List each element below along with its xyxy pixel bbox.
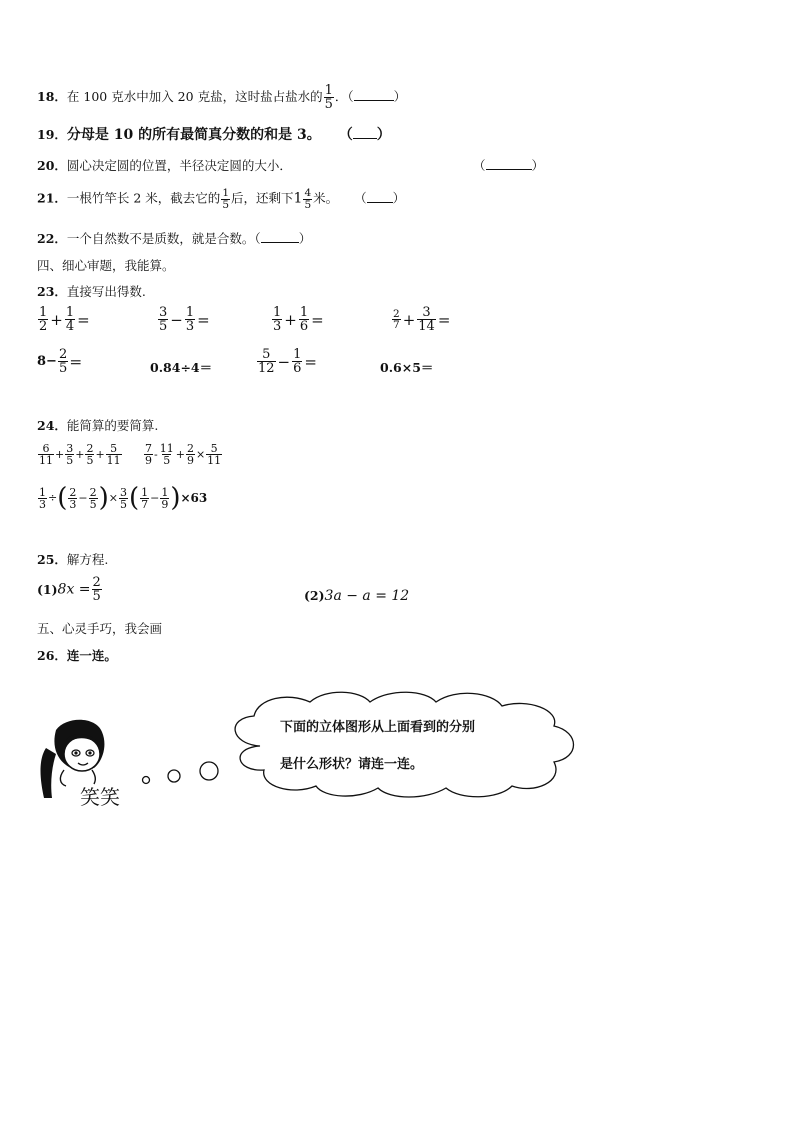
question-21: 21．一根竹竿长 2 米，截去它的 $\frac{1}{5}$ 后，还剩下1 $\frac{4}{5}$ 米。 （ ） <box>37 187 406 211</box>
thought-bubble-dots <box>140 760 220 790</box>
section-5-heading: 五、心灵手巧，我会画 <box>37 621 163 636</box>
question-22: 22．一个自然数不是质数，就是合数。（ ） <box>37 231 312 246</box>
question-26-title: 26．连一连。 <box>37 648 117 663</box>
question-20-answer: （ ） <box>473 158 545 173</box>
simplify-expression: $\frac{7}{9}$ - $\frac{11}{5}$ + $\frac{2}{9}$ × $\frac{5}{11}$ <box>145 442 222 467</box>
calc-item: 0.84÷4＝ <box>150 360 213 375</box>
calc-item: 0.6×5＝ <box>380 360 434 375</box>
cloud-text-line-2: 是什么形状？请连一连。 <box>280 757 424 772</box>
question-24-title: 24．能简算的要简算. <box>37 418 159 433</box>
calc-item: $\frac{3}{5}$ − $\frac{1}{3}$ = <box>159 305 210 334</box>
question-19: 19．分母是 10 的所有最简真分数的和是 3。 （ ） <box>37 127 391 143</box>
question-25-title: 25．解方程. <box>37 552 109 567</box>
equation-1: (1)8x = $\frac{2}{5}$ <box>37 575 101 604</box>
simplify-expression: $\frac{1}{3}$ ÷( $\frac{2}{3}$ − $\frac{2}{5}$ )× $\frac{3}{5}$ ( $\frac{1}{7}$ − $\frac{1}{9}$ )×63 <box>39 483 208 513</box>
answer-blank[interactable] <box>261 232 299 243</box>
equation-2: (2)3a − a = 12 <box>304 588 410 604</box>
calc-item: $\frac{1}{3}$ + $\frac{1}{6}$ = <box>273 305 324 334</box>
fraction: $\frac{4}{5}$ <box>304 187 312 211</box>
section-4-heading: 四、细心审题，我能算。 <box>37 258 175 273</box>
calc-item: $\frac{2}{7}$ + $\frac{3}{14}$ = <box>393 305 451 334</box>
answer-blank[interactable] <box>486 159 532 170</box>
calc-item: $\frac{5}{12}$ − $\frac{1}{6}$ = <box>258 347 317 376</box>
cloud-text-line-1: 下面的立体图形从上面看到的分别 <box>280 720 476 735</box>
question-18: 18．在 100 克水中加入 20 克盐，这时盐占盐水的 $\frac{1}{5}$ ．（ ） <box>37 83 407 112</box>
simplify-expression: $\frac{6}{11}$ + $\frac{3}{5}$ + $\frac{2}{5}$ + $\frac{5}{11}$ <box>39 442 121 467</box>
calc-item: $\frac{1}{2}$ + $\frac{1}{4}$ = <box>39 305 90 334</box>
thought-cloud <box>220 688 582 800</box>
answer-blank[interactable] <box>354 90 394 101</box>
fraction: $\frac{1}{5}$ <box>324 83 333 112</box>
fraction: $\frac{1}{5}$ <box>222 187 229 211</box>
character-name: 笑笑 <box>80 785 120 809</box>
question-20: 20．圆心决定圆的位置，半径决定圆的大小． <box>37 158 292 173</box>
question-23-title: 23．直接写出得数. <box>37 284 146 299</box>
answer-blank[interactable] <box>353 128 377 139</box>
calc-item: 8− $\frac{2}{5}$ ＝ <box>37 347 83 376</box>
answer-blank[interactable] <box>367 192 393 203</box>
